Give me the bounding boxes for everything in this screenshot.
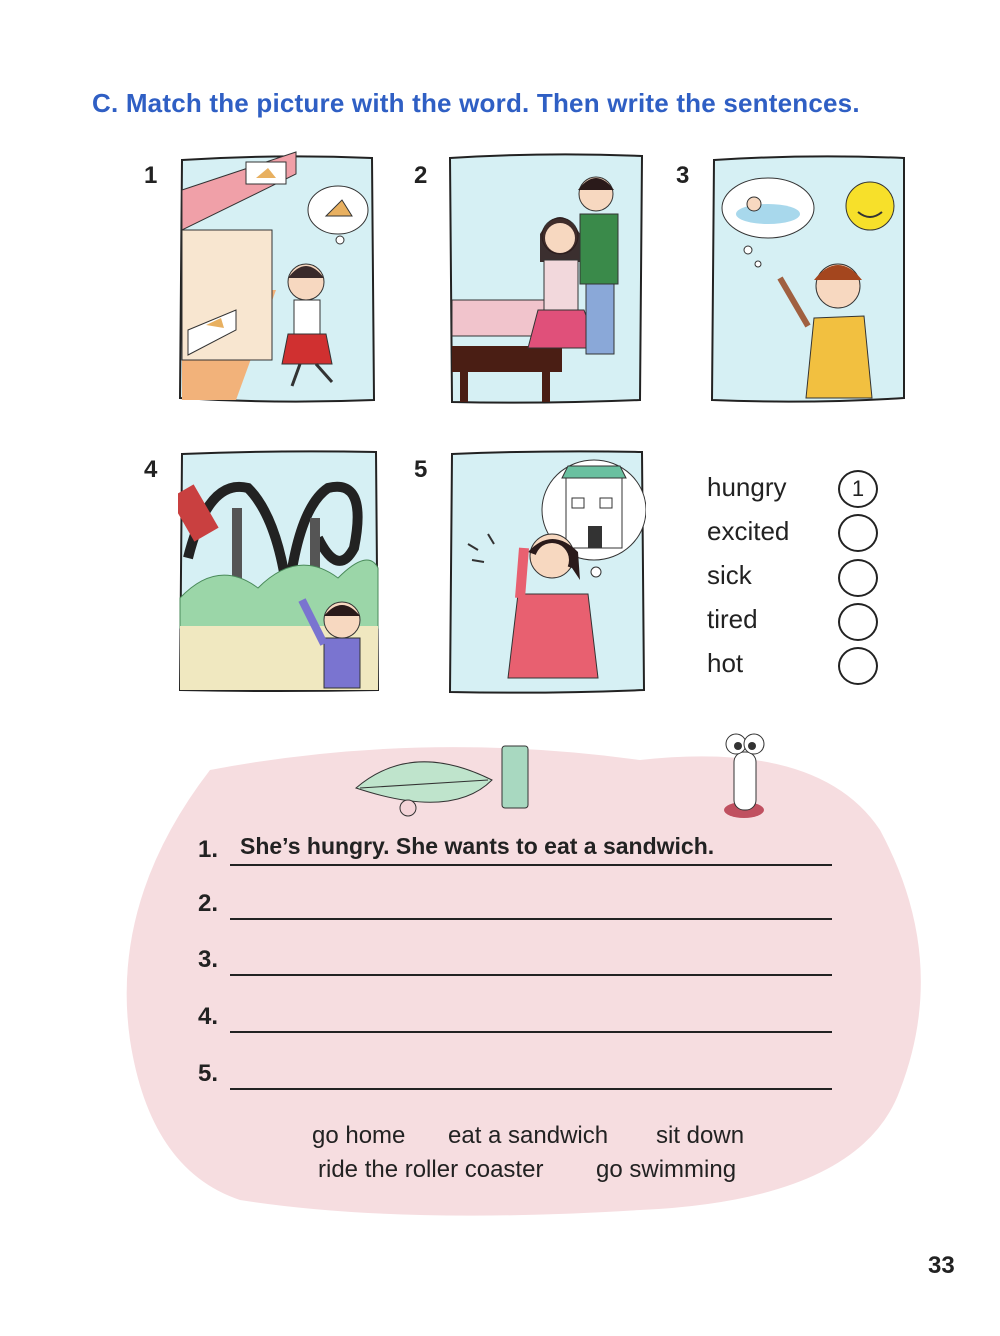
- sentence-line-4[interactable]: [198, 983, 838, 1033]
- writing-line: [230, 1031, 832, 1033]
- word-tired: tired: [707, 604, 758, 634]
- panel-number-1: 1: [144, 162, 158, 189]
- answer-circle-hungry[interactable]: 1: [838, 470, 878, 508]
- sentence-number: 5.: [198, 1060, 219, 1087]
- exercise-instruction: C. Match the picture with the word. Then write the sentences.: [92, 88, 860, 118]
- sentence-line-3[interactable]: [198, 926, 838, 976]
- phrase-ride-the-roller-coaster: ride the roller coaster: [318, 1156, 544, 1183]
- word-excited: excited: [707, 516, 790, 546]
- sentence-line-2[interactable]: [198, 870, 838, 920]
- phrase-go-swimming: go swimming: [596, 1156, 737, 1183]
- writing-line: [230, 1088, 832, 1090]
- sentence-answer: She’s hungry. She wants to eat a sandwich.: [240, 833, 715, 859]
- sentence-line-1[interactable]: [198, 816, 838, 866]
- word-sick: sick: [707, 560, 752, 590]
- phrase-eat-a-sandwich: eat a sandwich: [448, 1122, 609, 1149]
- sentence-number: 1.: [198, 836, 219, 863]
- page-number: 33: [928, 1252, 955, 1279]
- writing-line: [230, 974, 832, 976]
- sentence-number: 4.: [198, 1003, 219, 1030]
- panel-number-2: 2: [414, 162, 428, 189]
- sentence-line-5[interactable]: [198, 1040, 838, 1090]
- sentence-number: 2.: [198, 890, 219, 917]
- panel-number-3: 3: [676, 162, 690, 189]
- sentence-number: 3.: [198, 946, 219, 973]
- panel-number-4: 4: [144, 456, 158, 483]
- word-hungry: hungry: [707, 472, 787, 502]
- writing-line: [230, 864, 832, 866]
- phrase-go-home: go home: [312, 1122, 406, 1149]
- leaf-decoration-icon: [352, 740, 542, 820]
- writing-line: [230, 918, 832, 920]
- phrase-sit-down: sit down: [656, 1122, 745, 1149]
- word-hot: hot: [707, 648, 744, 678]
- worm-character-icon: [712, 722, 782, 822]
- panel-number-5: 5: [414, 456, 428, 483]
